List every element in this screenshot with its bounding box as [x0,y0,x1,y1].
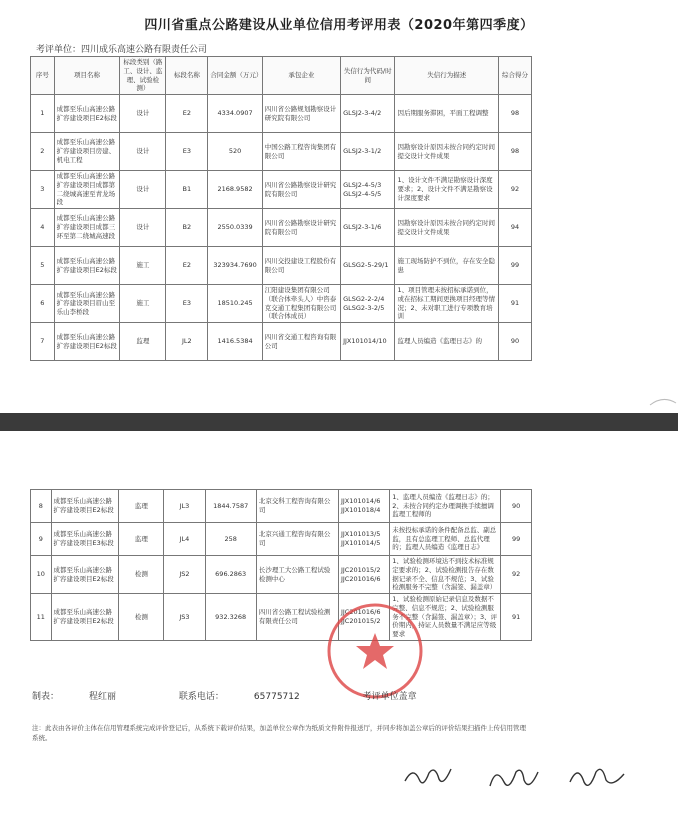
cell-company: 长沙理工大公路工程试验检测中心 [256,556,338,594]
cell-type: 监理 [120,323,166,361]
cell-score: 94 [499,209,532,247]
cell-score: 90 [499,323,532,361]
cell-project: 成都至乐山高速公路扩容建设项目眉山至乐山李桥段 [54,285,120,323]
table-row [31,285,532,323]
credit-table-page2 [30,489,532,641]
table-row [31,323,532,361]
table-row [31,594,532,641]
cell-section: B1 [166,171,208,209]
preparer-name: 程红丽 [89,692,117,702]
cell-score: 98 [499,95,532,133]
cell-project: 成都至乐山高速公路扩容建设项目E2标段 [54,95,120,133]
cell-desc: 施工现场防护不到位，存在安全隐患 [395,247,499,285]
cell-amount: 323934.7690 [208,247,262,285]
cell-project: 成都至乐山高速公路扩容建设项目E2标段 [54,323,120,361]
cell-type: 检测 [119,594,164,641]
col-header: 失信行为描述 [395,57,499,95]
cell-code: JJC201016/6 JJC201015/2 [338,594,389,641]
cell-code: JJC201015/2 JJC201016/6 [338,556,389,594]
table-body-page2 [31,490,532,641]
cell-type: 施工 [120,285,166,323]
cell-desc: 1、设计文件不满足勘察设计深度要求；2、设计文件不满足勘察设计深度要求 [395,171,499,209]
page-separator [0,413,678,431]
cell-desc: 1、试验检测原始记录信息及数据不完整、信息不规范；2、试验检测服务不完整（含漏签、漏盖章）；3、评价期内，持证人员数量不满足应等级要求 [390,594,501,641]
credit-table-page1 [30,56,532,361]
phone-label: 联系电话： [178,692,224,702]
cell-company: 四川省公路勘察设计研究院有限公司 [262,171,340,209]
cell-no: 9 [31,523,52,556]
cell-no: 2 [31,133,55,171]
cell-no: 5 [31,247,55,285]
table-row [31,171,532,209]
table-row [31,490,532,523]
footnote: 注：此表由各评价主体在信用管理系统完成评价登记后，从系统下载评价结果，加盖单位公章作为纸质文件附件报送厅，并同步将加盖公章后的评价结果扫描件上传信用管理系统。 [32,724,526,743]
cell-score: 91 [501,594,532,641]
table-row [31,95,532,133]
cell-section: JL3 [164,490,205,523]
cell-amount: 932.3268 [205,594,256,641]
cell-project: 成都至乐山高速公路扩容建设项目成都三环至第二绕城高速段 [54,209,120,247]
cell-section: E3 [166,285,208,323]
cell-code: JJX101014/6 JJX101018/4 [338,490,389,523]
cell-no: 1 [31,95,55,133]
cell-score: 92 [501,556,532,594]
cell-section: JS3 [164,594,205,641]
page-curl-mark [648,395,678,407]
cell-type: 施工 [120,247,166,285]
page-2 [0,431,678,815]
cell-code: JJX101014/10 [341,323,395,361]
cell-company: 四川省公路规划勘察设计研究院有限公司 [262,95,340,133]
cell-desc: 因后期服务滞困，平面工程调整 [395,95,499,133]
evaluator-stamp-label: 考评单位盖章 [362,692,417,702]
cell-score: 99 [501,523,532,556]
cell-type: 设计 [120,171,166,209]
col-header: 序号 [31,57,55,95]
cell-section: JS2 [164,556,205,594]
cell-section: B2 [166,209,208,247]
cell-section: E2 [166,247,208,285]
col-header: 失信行为代码/时间 [341,57,395,95]
cell-score: 91 [499,285,532,323]
cell-code: GLSG2-5-29/1 [341,247,395,285]
cell-amount: 1844.7587 [205,490,256,523]
contact-phone [179,692,330,702]
cell-code: GLSG2-2-2/4 GLSG2-3-2/5 [341,285,395,323]
preparer-label: 制表： [32,692,60,702]
cell-type: 设计 [120,209,166,247]
cell-type: 监理 [119,523,164,556]
evaluation-unit-label: 考评单位： [36,45,82,55]
cell-project: 成都至乐山高速公路扩容建设项目E2标段 [54,247,120,285]
col-header: 综合得分 [499,57,532,95]
cell-amount: 2168.9582 [208,171,262,209]
cell-amount: 1416.5384 [208,323,262,361]
cell-amount: 2550.0339 [208,209,262,247]
cell-amount: 696.2863 [205,556,256,594]
cell-project: 成都至乐山高速公路扩容建设项目房建、机电工程 [54,133,120,171]
cell-company: 四川省交通工程咨询有限公司 [262,323,340,361]
cell-score: 90 [501,490,532,523]
cell-desc: 1、试验检测环境达不到技术标准规定要求的；2、试验检测报告存在数据记录不全、信息不规范；3、试验检测服务不完整（含漏签、漏盖章） [390,556,501,594]
cell-company: 四川省公路勘察设计研究院有限公司 [262,209,340,247]
cell-no: 3 [31,171,55,209]
cell-no: 8 [31,490,52,523]
cell-project: 成都至乐山高速公路扩容建设项目E2标段 [51,594,119,641]
cell-no: 11 [31,594,52,641]
cell-company: 北京交科工程咨询有限公司 [256,490,338,523]
col-header: 承包企业 [262,57,340,95]
cell-desc: 因勘察设计原因未按合同约定时间提交设计文件成果 [395,133,499,171]
evaluation-unit [36,42,207,55]
cell-company: 四川交投建设工程股份有限公司 [262,247,340,285]
cell-amount: 18510.245 [208,285,262,323]
cell-project: 成都至乐山高速公路扩容建设项目E2标段 [51,490,119,523]
col-header: 标段名称 [166,57,208,95]
cell-project: 成都至乐山高速公路扩容建设项目E3标段 [51,523,119,556]
official-seal-icon [325,601,425,701]
table-body-page1 [31,95,532,361]
cell-section: E3 [166,133,208,171]
col-header: 合同金额（万元） [208,57,262,95]
page-title: 四川省重点公路建设从业单位信用考评用表（2020年第四季度） [144,18,534,33]
preparer [32,692,146,702]
cell-type: 检测 [119,556,164,594]
cell-desc: 监理人员编造《监理日志》的 [395,323,499,361]
cell-amount: 258 [205,523,256,556]
cell-no: 7 [31,323,55,361]
table-row [31,556,532,594]
evaluation-unit-value: 四川成乐高速公路有限责任公司 [81,45,208,55]
cell-code: GLSJ2-3-4/2 [341,95,395,133]
table-row [31,133,532,171]
cell-section: JL2 [166,323,208,361]
cell-company: 四川省公路工程试验检测有限责任公司 [256,594,338,641]
cell-desc: 因勘察设计原因未按合同约定时间提交设计文件成果 [395,209,499,247]
cell-no: 6 [31,285,55,323]
table-row [31,523,532,556]
cell-project: 成都至乐山高速公路扩容建设项目E2标段 [51,556,119,594]
cell-project: 成都至乐山高速公路扩容建设项目成都第二绕城高速至青龙场段 [54,171,120,209]
cell-score: 98 [499,133,532,171]
cell-no: 4 [31,209,55,247]
cell-amount: 520 [208,133,262,171]
handwritten-signatures-icon [400,756,650,801]
cell-desc: 1、监理人员编造《监理日志》的；2、未按合同约定办理调换手续擅调监理工程师的 [390,490,501,523]
cell-company: 中国公路工程咨询集团有限公司 [262,133,340,171]
cell-company: 江阳建设集团有限公司（联合体牵头人）中咨泰克交通工程集团有限公司（联合体成员） [262,285,340,323]
cell-section: E2 [166,95,208,133]
cell-type: 设计 [120,95,166,133]
col-header: 标段类别（路工、设计、监理、试验检测） [120,57,166,95]
cell-desc: 未按投标承诺的条件配备总监、副总监，且有总监理工程师、总监代理的；监理人员编造《监理日志》 [390,523,501,556]
cell-score: 92 [499,171,532,209]
cell-company: 北京兴通工程咨询有限公司 [256,523,338,556]
table-row [31,209,532,247]
table-row [31,247,532,285]
cell-type: 设计 [120,133,166,171]
cell-code: GLSJ2-4-5/3 GLSJ2-4-5/5 [341,171,395,209]
cell-score: 99 [499,247,532,285]
col-header: 项目名称 [54,57,120,95]
phone-value: 65775712 [253,692,300,702]
cell-amount: 4334.0907 [208,95,262,133]
cell-type: 监理 [119,490,164,523]
form-footer [32,689,552,702]
cell-code: GLSJ2-3-1/6 [341,209,395,247]
cell-no: 10 [31,556,52,594]
cell-desc: 1、项目管理未按招标承诺到位，或在招标工期间更换项目经理等情况；2、未对职工进行专项教育培训 [395,285,499,323]
cell-code: GLSJ2-3-1/2 [341,133,395,171]
cell-section: JL4 [164,523,205,556]
cell-code: JJX101013/5 JJX101014/5 [338,523,389,556]
